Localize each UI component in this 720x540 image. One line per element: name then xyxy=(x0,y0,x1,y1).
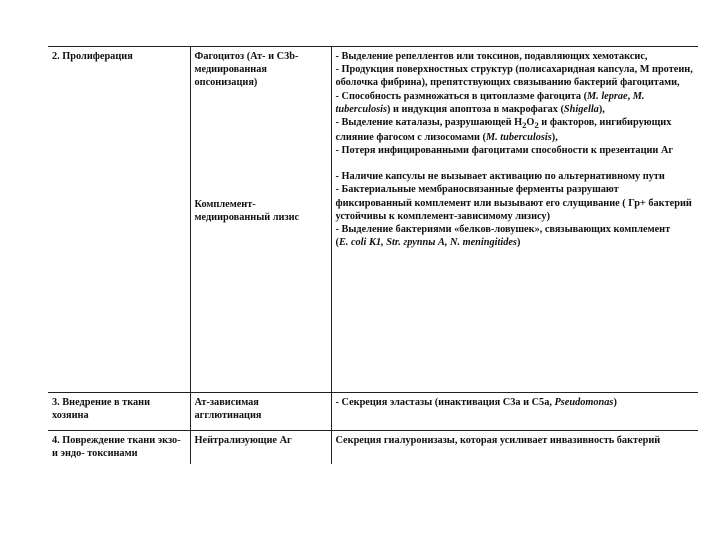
evasion-cell xyxy=(331,393,698,431)
mechanism-text: Комплемент-медиированный лизис xyxy=(194,198,300,223)
stage-cell xyxy=(48,47,190,393)
stage-cell xyxy=(48,431,190,465)
evasion-text: - Выделение каталазы, разрушающей $Н_2О_2$ и факторов, ингибирующих слияние фагосом с лизосомами (M. tuberculosis), xyxy=(335,116,672,143)
evasion-text: - Наличие капсулы не вызывает активацию по альтернативному пути xyxy=(335,171,665,183)
mechanism-text: Нейтрализующие Аг xyxy=(194,435,292,446)
evasion-text: - Потеря инфицированными фагоцитами способности к презентации Аг xyxy=(335,145,674,157)
stage-text: 2. Пролиферация xyxy=(52,51,133,62)
mechanism-text: Фагоцитоз (Ат- и C3b-медиированная опсонизация) xyxy=(194,51,299,89)
stage-text: 3. Внедрение в ткани хозяина xyxy=(52,397,151,422)
mechanism-cell xyxy=(190,431,331,465)
stage-cell xyxy=(48,393,190,431)
evasion-cell xyxy=(331,431,698,465)
evasion-text: - Продукция поверхностных структур (полисахаридная капсула, М протеин, оболочка фибрина), препятствующих связыванию бактерий фагоцитами, xyxy=(335,64,693,89)
evasion-text: (E. coli К1, Str. группы А, N. meningitides) xyxy=(335,237,521,249)
evasion-cell xyxy=(331,47,698,393)
table-row xyxy=(48,431,698,465)
evasion-text: - Бактериальные мембраносвязанные ферменты разрушают фиксированный комплемент или вызывают его слущивание ( Гр+ бактерий устойчивы к комплемент-зависимому лизису) xyxy=(335,184,692,222)
mechanism-cell xyxy=(190,47,331,393)
evasion-text: - Выделение бактериями «белков-ловушек», связывающих комплемент xyxy=(335,223,671,235)
evasion-text: Секреция гиалуронизазы, которая усиливает инвазивность бактерий xyxy=(335,435,661,446)
mechanisms-table xyxy=(48,46,698,464)
stage-text: 4. Повреждение ткани экзо- и эндо- токсинами xyxy=(52,435,181,460)
table-row xyxy=(48,47,698,393)
evasion-text: - Выделение репеллентов или токсинов, подавляющих хемотаксис, xyxy=(335,51,648,62)
mechanism-text: Ат-зависимая агглютинация xyxy=(194,397,262,422)
mechanism-cell xyxy=(190,393,331,431)
evasion-text: - Секреция эластазы (инактивация С3а и С5а, Pseudomonas) xyxy=(335,397,617,408)
evasion-text: - Способность размножаться в цитоплазме фагоцита (M. leprae, M. tuberculosis) и индукция апоптоза в макрофагах (Shigella), xyxy=(335,90,645,115)
table-row xyxy=(48,393,698,431)
